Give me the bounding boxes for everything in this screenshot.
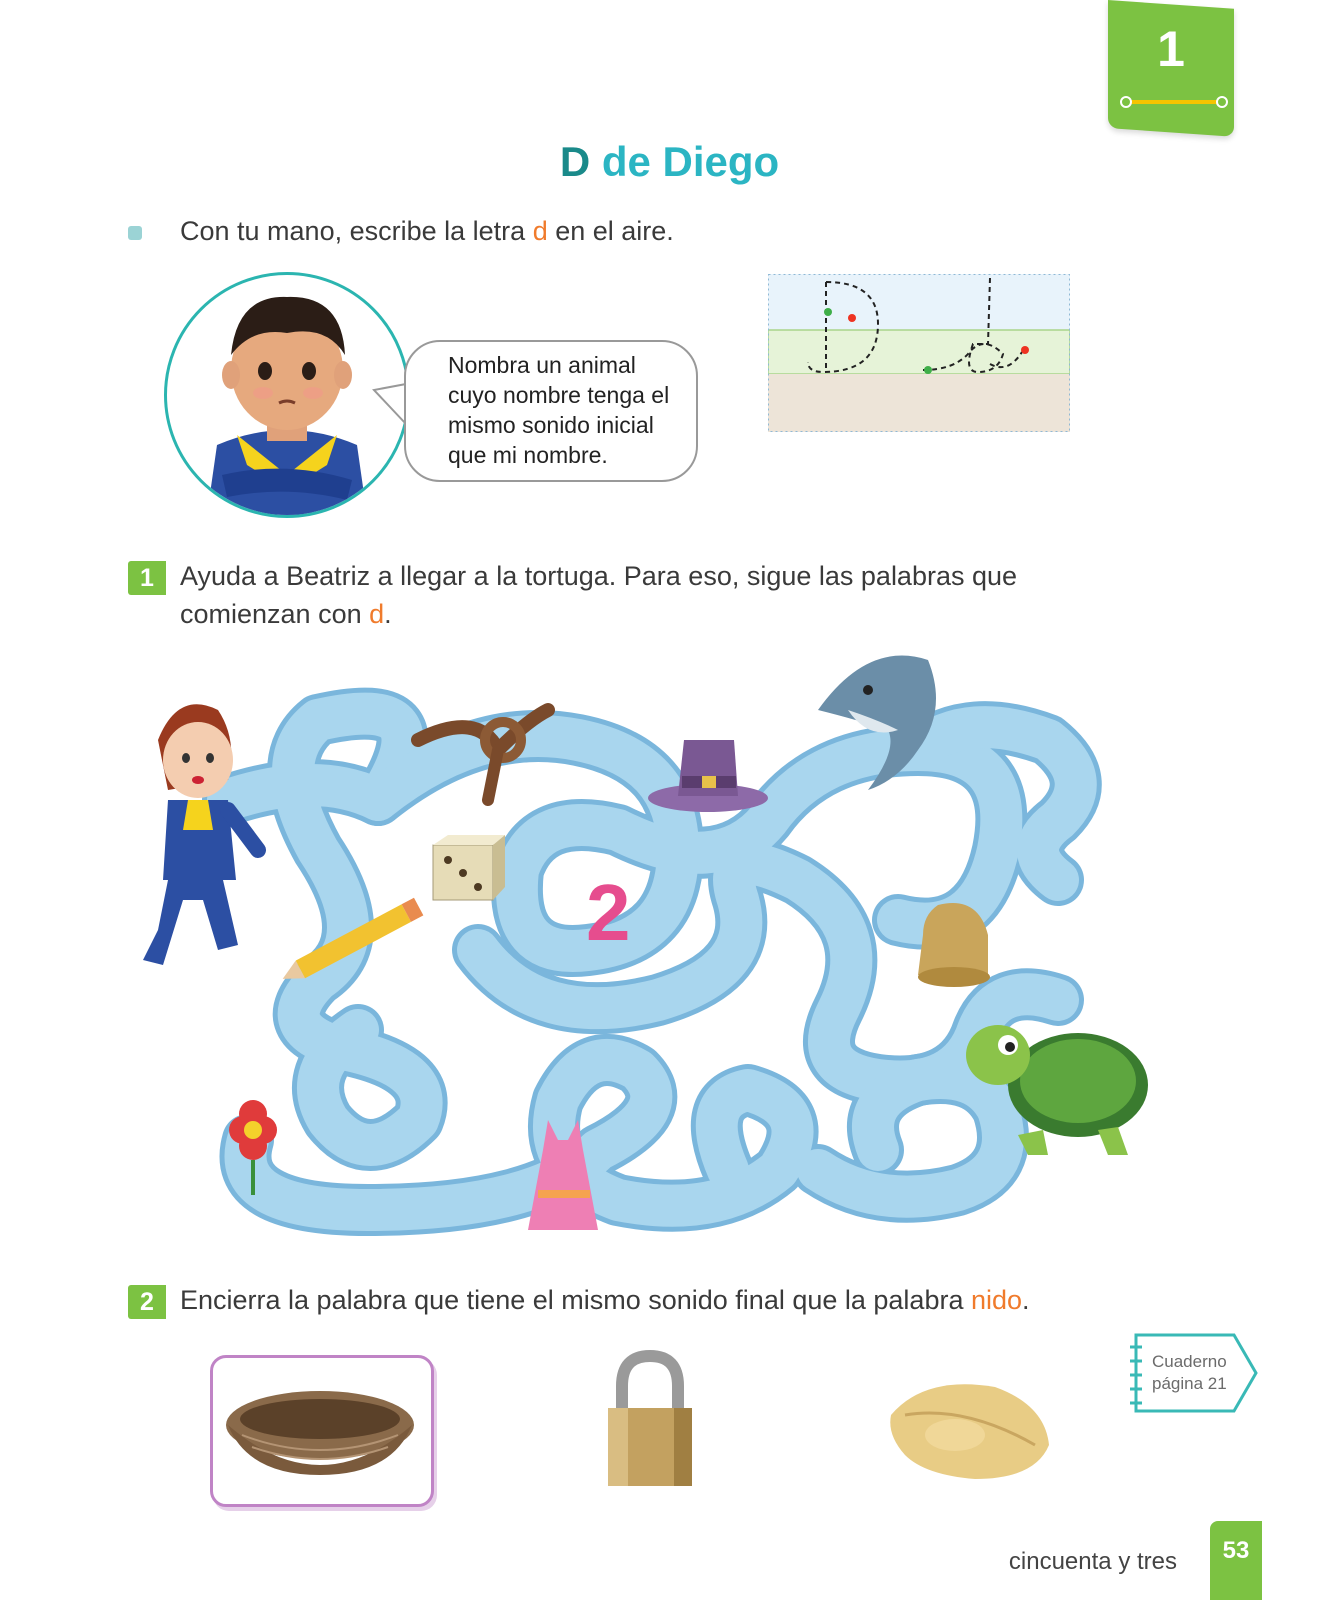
activity2-word: nido bbox=[970, 1285, 1023, 1315]
intro-text-before: Con tu mano, escribe la letra bbox=[180, 216, 533, 246]
activity-number-1: 1 bbox=[128, 561, 166, 595]
intro-instruction bbox=[180, 212, 674, 250]
unit-number: 1 bbox=[1157, 21, 1185, 77]
activity-number-2: 2 bbox=[128, 1285, 166, 1319]
girl-beatriz bbox=[143, 704, 258, 965]
page-number-words: cincuenta y tres bbox=[1008, 1548, 1177, 1575]
intro-text-after: en el aire. bbox=[547, 216, 674, 246]
activity1-text-after: . bbox=[384, 599, 392, 629]
page-number: 53 bbox=[1210, 1521, 1262, 1600]
dice bbox=[433, 835, 505, 900]
page-title bbox=[0, 138, 1339, 186]
title-rest: de Diego bbox=[590, 138, 780, 185]
maze-illustration bbox=[118, 650, 1168, 1260]
activity2-text-before: Encierra la palabra que tiene el mismo sonido final que la palabra bbox=[180, 1285, 971, 1315]
title-letter: D bbox=[559, 138, 591, 185]
thimble bbox=[918, 903, 990, 987]
nest-image bbox=[222, 1375, 418, 1485]
padlock-image[interactable] bbox=[600, 1350, 700, 1490]
cuaderno-line1: Cuaderno bbox=[1152, 1352, 1227, 1371]
bullet-square bbox=[128, 226, 142, 240]
activity1-letter: d bbox=[369, 599, 385, 629]
maze-number-2: 2 bbox=[586, 868, 631, 957]
empanada-image[interactable] bbox=[885, 1375, 1055, 1485]
letter-tracing-panel bbox=[768, 274, 1070, 434]
cuaderno-reference[interactable] bbox=[1130, 1333, 1260, 1413]
speech-bubble-text: Nombra un animal cuyo nombre tenga el mismo sonido inicial que mi nombre. bbox=[448, 352, 670, 468]
cuaderno-line2: página 21 bbox=[1152, 1374, 1227, 1393]
activity1-instruction bbox=[180, 557, 1060, 633]
activity2-text-after: . bbox=[1022, 1285, 1030, 1315]
boy-illustration bbox=[167, 275, 407, 515]
intro-letter: d bbox=[532, 216, 548, 246]
unit-tab-dot-left bbox=[1120, 96, 1132, 108]
unit-tab-line bbox=[1124, 100, 1224, 104]
activity2-instruction bbox=[180, 1281, 1100, 1319]
unit-tab-dot-right bbox=[1216, 96, 1228, 108]
activity1-text-before: Ayuda a Beatriz a llegar a la tortuga. Para eso, sigue las palabras que comienzan con bbox=[180, 561, 1018, 629]
